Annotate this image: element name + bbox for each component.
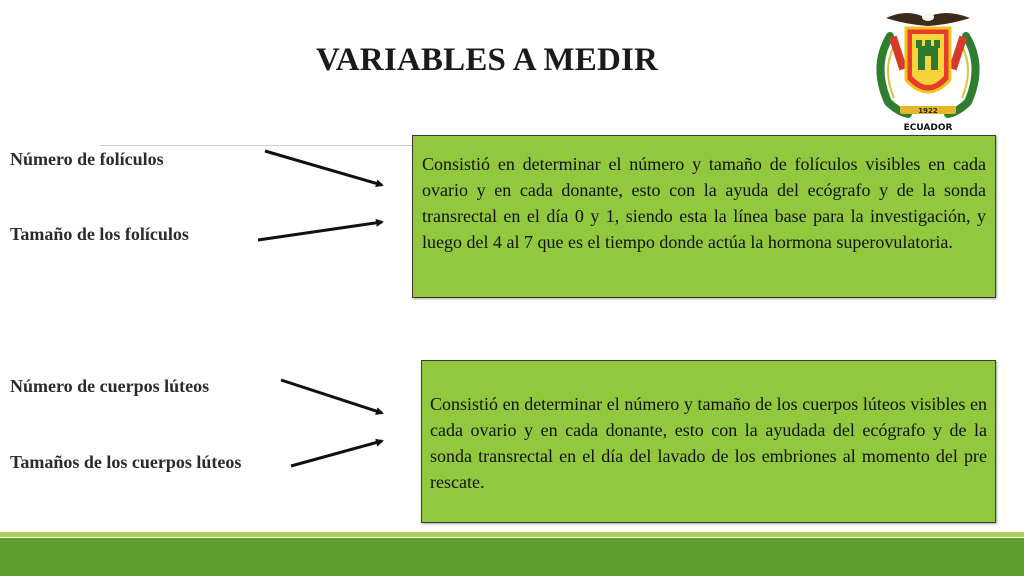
label-tamano-foliculos: Tamaño de los folículos (10, 224, 189, 244)
emblem-country: ECUADOR (903, 123, 953, 133)
arrow-3 (281, 380, 382, 413)
arrow-2 (258, 222, 382, 240)
description-box-foliculos: Consistió en determinar el número y tamaño de folículos visibles en cada ovario y en cada donante, esto con la ayuda del ecógrafo y de la sonda transrectal en el día 0 y 1, siendo esta la línea base para la investigación, y luego del 4 al 7 que es el tiempo donde actúa la hormona superovulatoria. (412, 135, 996, 298)
footer-bar-dark (0, 538, 1024, 576)
label-tamanos-cuerpos-luteos: Tamaños de los cuerpos lúteos (10, 452, 242, 472)
description-box-cuerpos-luteos: Consistió en determinar el número y tamaño de los cuerpos lúteos visibles en cada ovario y en cada donante, esto con la ayudada del ecógrafo y de la sonda transrectal en el día del lavado de los embriones al momento del pre rescate. (421, 360, 996, 523)
ecuador-coat-of-arms-icon (864, 6, 992, 134)
slide-title: VARIABLES A MEDIR (316, 42, 659, 78)
footer-bar-light (0, 532, 1024, 537)
emblem-year: 1922 (918, 107, 938, 115)
label-numero-foliculos: Número de folículos (10, 149, 164, 169)
arrow-1 (265, 151, 382, 185)
arrow-4 (291, 441, 382, 466)
label-numero-cuerpos-luteos: Número de cuerpos lúteos (10, 376, 210, 396)
